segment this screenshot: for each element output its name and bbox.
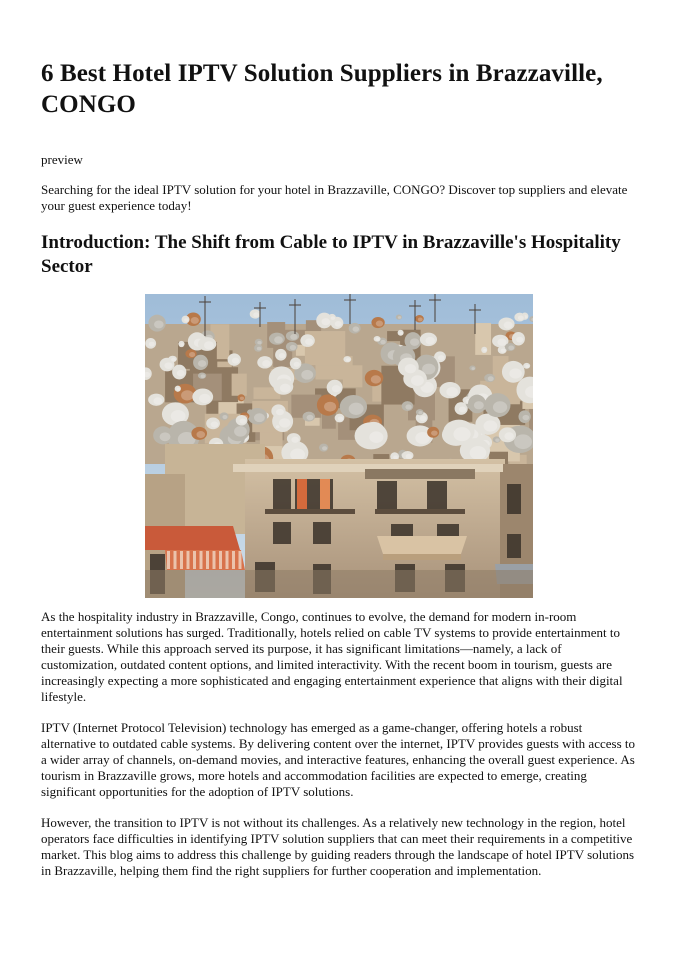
body-paragraph-3: However, the transition to IPTV is not without its challenges. As a relatively new technology in the region, hotel operators face difficulties in identifying IPTV solution suppliers that can meet their requirements in a competitive market. This blog aims to address this challenge by guiding readers through the landscape of hotel IPTV solutions in Brazzaville, helping them find the right suppliers for further cooperation and implementation. [41,815,635,878]
preview-label: preview [41,152,83,167]
body-paragraph-2: IPTV (Internet Protocol Television) technology has emerged as a game-changer, offering hotels a robust alternative to outdated cable systems. By delivering content over the internet, IPTV provides guests with access to a wider array of channels, on-demand movies, and interactive features, enhancing the overall guest experience. As tourism in Brazzaville grows, more hotels and accommodation facilities are expected to emerge, creating significant opportunities for the adoption of IPTV solutions. [41,720,635,799]
article-lead: Searching for the ideal IPTV solution for your hotel in Brazzaville, CONGO? Discover top suppliers and elevate your guest experience today! [41,182,628,213]
document-page [41,58,637,879]
article-title: 6 Best Hotel IPTV Solution Suppliers in Brazzaville, CONGO [41,60,603,118]
body-paragraph-1: As the hospitality industry in Brazzaville, Congo, continues to evolve, the demand for modern in-room entertainment solutions has surged. Traditionally, hotels relied on cable TV systems to provide entertainment to their guests. While this approach served its purpose, it has significant limitations—namely, a lack of customization, outdated content options, and limited interactivity. With the recent boom in tourism, guests are increasingly expecting a more sophisticated and engaging entertainment experience that aligns with their digital lifestyle. [41,609,623,704]
rooftops-satellite-dishes-image [145,294,533,598]
section-heading: Introduction: The Shift from Cable to IPTV in Brazzaville's Hospitality Sector [41,232,621,277]
